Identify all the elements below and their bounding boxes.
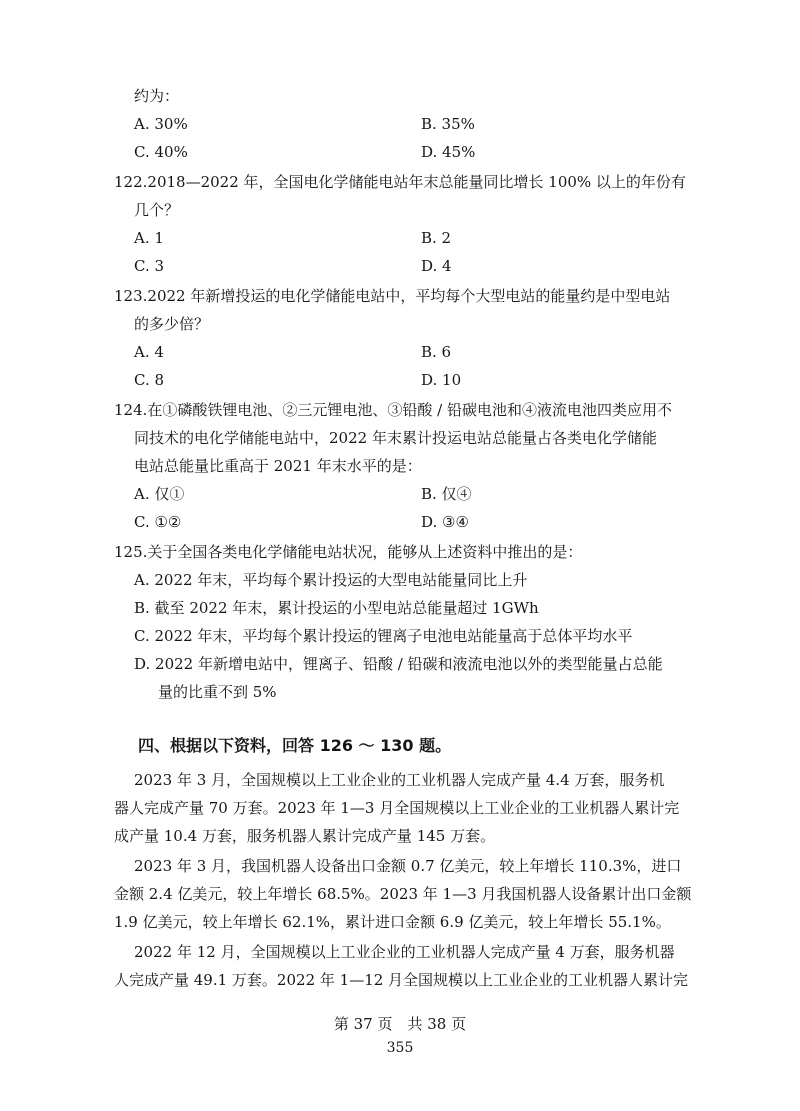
paragraph-1-line-2: 器人完成产量 70 万套。2023 年 1—3 月全国规模以上工业企业的工业机器人累计完 [114,799,680,817]
q124-stem-cont-2: 电站总能量比重高于 2021 年末水平的是： [134,457,422,475]
q121-option-b: B. 35% [421,115,475,133]
q123-option-d: D. 10 [421,371,462,389]
q124-option-c: C. ①② [134,513,182,531]
q124-option-b: B. 仅④ [421,485,472,503]
q121-stem-tail: 约为： [134,87,180,105]
q123-option-c: C. 8 [134,371,165,389]
q125-option-b: B. 截至 2022 年末，累计投运的小型电站总能量超过 1GWh [134,599,539,617]
q123-stem-cont: 的多少倍？ [134,315,210,333]
q123-option-b: B. 6 [421,343,452,361]
page-number: 第 37 页 共 38 页 [333,1015,467,1033]
folio-number: 355 [386,1040,414,1056]
section-heading: 四、根据以下资料，回答 126 ～ 130 题。 [138,736,452,755]
q125-option-c: C. 2022 年末，平均每个累计投运的锂离子电池电站能量高于总体平均水平 [134,627,633,645]
q122-option-c: C. 3 [134,257,165,275]
q122-option-b: B. 2 [421,229,452,247]
paragraph-3-line-1: 2022 年 12 月，全国规模以上工业企业的工业机器人完成产量 4 万套，服务机器 [134,943,675,961]
q125-option-d-cont: 量的比重不到 5% [158,683,277,701]
q124-option-d: D. ③④ [421,513,469,531]
q123-option-a: A. 4 [134,343,164,361]
paragraph-1-line-3: 成产量 10.4 万套，服务机器人累计完成产量 145 万套。 [114,827,496,845]
q125-option-a: A. 2022 年末，平均每个累计投运的大型电站能量同比上升 [134,571,528,589]
q124-stem-cont-1: 同技术的电化学储能电站中，2022 年末累计投运电站总能量占各类电化学储能 [134,429,657,447]
paragraph-1-line-1: 2023 年 3 月，全国规模以上工业企业的工业机器人完成产量 4.4 万套，服务机 [134,771,665,789]
q121-option-c: C. 40% [134,143,188,161]
paragraph-2-line-1: 2023 年 3 月，我国机器人设备出口金额 0.7 亿美元，较上年增长 110.3%，进口 [134,857,682,875]
paragraph-3-line-2: 人完成产量 49.1 万套。2022 年 1—12 月全国规模以上工业企业的工业机器人累计完 [114,971,689,989]
paragraph-2-line-3: 1.9 亿美元，较上年增长 62.1%，累计进口金额 6.9 亿美元，较上年增长 55.1%。 [114,913,671,931]
q124-option-a: A. 仅① [134,485,185,503]
q125-option-d: D. 2022 年新增电站中，锂离子、铅酸 / 铅碳和液流电池以外的类型能量占总能 [134,655,663,673]
q123-stem: 123.2022 年新增投运的电化学储能电站中，平均每个大型电站的能量约是中型电站 [114,287,671,305]
q122-option-d: D. 4 [421,257,452,275]
q125-stem: 125.关于全国各类电化学储能电站状况，能够从上述资料中推出的是： [114,543,583,561]
q122-option-a: A. 1 [134,229,164,247]
q122-stem-cont: 几个？ [134,201,180,219]
paragraph-2-line-2: 金额 2.4 亿美元，较上年增长 68.5%。2023 年 1—3 月我国机器人设备累计出口金额 [114,885,692,903]
q124-stem: 124.在①磷酸铁锂电池、②三元锂电池、③铅酸 / 铅碳电池和④液流电池四类应用不 [114,401,672,419]
q121-option-d: D. 45% [421,143,476,161]
q121-option-a: A. 30% [134,115,188,133]
q122-stem: 122.2018—2022 年，全国电化学储能电站年末总能量同比增长 100% 以上的年份有 [114,173,686,191]
